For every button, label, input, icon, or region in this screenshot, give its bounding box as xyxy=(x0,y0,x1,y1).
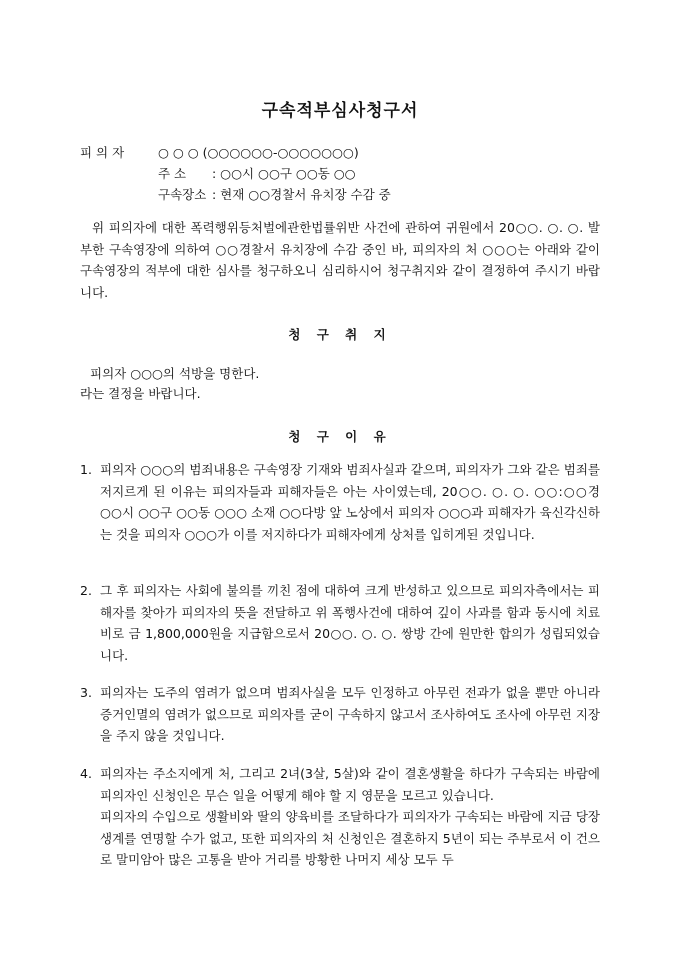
reason-text-continued: 피의자의 수입으로 생활비와 딸의 양육비를 조달하다가 피의자가 구속되는 바람에 지금 당장 생계를 연명할 수가 없고, 또한 피의자의 처 신청인은 결혼하지 5년이 되는 주부로서 이 건으로 말미암아 많은 고통을 받아 거리를 방황한 나머지 세상 모두 두 xyxy=(100,809,600,867)
reason-text: 피의자는 주소지에게 처, 그리고 2녀(3살, 5살)와 같이 결혼생활을 하다가 구속되는 바람에 피의자인 신청인은 무슨 일을 어떻게 해야 할 지 영문을 모르고 있습니다. xyxy=(100,766,600,803)
address-value: : ○○시 ○○구 ○○동 ○○ xyxy=(212,166,356,181)
reason-item-2 xyxy=(80,580,600,666)
address-label: 주 소 xyxy=(158,166,187,181)
reason-text: 그 후 피의자는 사회에 불의를 끼친 점에 대하여 크게 반성하고 있으므로 피의자측에서는 피해자를 찾아가 피의자의 뜻을 전달하고 위 폭행사건에 대하여 깊이 사과를 함과 동시에 치료비로 금 1,800,000원을 지급함으로서 20○○. ○. ○. 쌍방 간에 원만한 합의가 성립되었습니다. xyxy=(100,583,600,663)
purpose-line-1: 피의자 ○○○의 석방을 명한다. xyxy=(90,366,260,381)
intro-paragraph: 위 피의자에 대한 폭력행위등처벌에관한법률위반 사건에 관하여 귀원에서 20○○. ○. ○. 발부한 구속영장에 의하여 ○○경찰서 유치장에 수감 중인 바, 피의자의 처 ○○○는 아래와 같이 구속영장의 적부에 대한 심사를 청구하오니 심리하시어 청구취지와 같이 결정하여 주시기 바랍니다. xyxy=(80,220,600,300)
detention-value: : 현재 ○○경찰서 유치장 수감 중 xyxy=(212,187,391,202)
detention-label: 구속장소 xyxy=(158,187,207,202)
suspect-value: ○ ○ ○ (○○○○○○-○○○○○○○) xyxy=(158,145,359,160)
reason-number: 1. xyxy=(80,462,92,477)
suspect-label: 피 의 자 xyxy=(80,145,125,160)
reason-number: 4. xyxy=(80,766,92,781)
reason-number: 2. xyxy=(80,583,92,598)
reasons-heading: 청 구 이 유 xyxy=(288,429,392,444)
reason-text: 피의자 ○○○의 범죄내용은 구속영장 기재와 범죄사실과 같으며, 피의자가 그와 같은 범죄를 저지르게 된 이유는 피의자들과 피해자들은 아는 사이였는데, 20○○. ○. ○. ○○:○○경 ○○시 ○○구 ○○동 ○○○ 소재 ○○다방 앞 노상에서 피의자 ○○○과 피해자가 육신각신하는 것을 피의자 ○○○가 이를 저지하다가 피해자에게 상처를 입히게된 것입니다. xyxy=(100,462,600,542)
reason-item-3 xyxy=(80,682,600,747)
purpose-heading: 청 구 취 지 xyxy=(288,327,392,342)
reason-item-4 xyxy=(80,763,600,871)
reason-number: 3. xyxy=(80,685,92,700)
reason-item-1 xyxy=(80,459,600,545)
document-title: 구속적부심사청구서 xyxy=(261,101,419,121)
reason-text: 피의자는 도주의 염려가 없으며 범죄사실을 모두 인정하고 아무런 전과가 없을 뿐만 아니라 증거인멸의 염려가 없으므로 피의자를 굳이 구속하지 않고서 조사하여도 조사에 아무런 지장을 주지 않을 것입니다. xyxy=(100,685,600,743)
purpose-line-2: 라는 결정을 바랍니다. xyxy=(80,386,201,401)
